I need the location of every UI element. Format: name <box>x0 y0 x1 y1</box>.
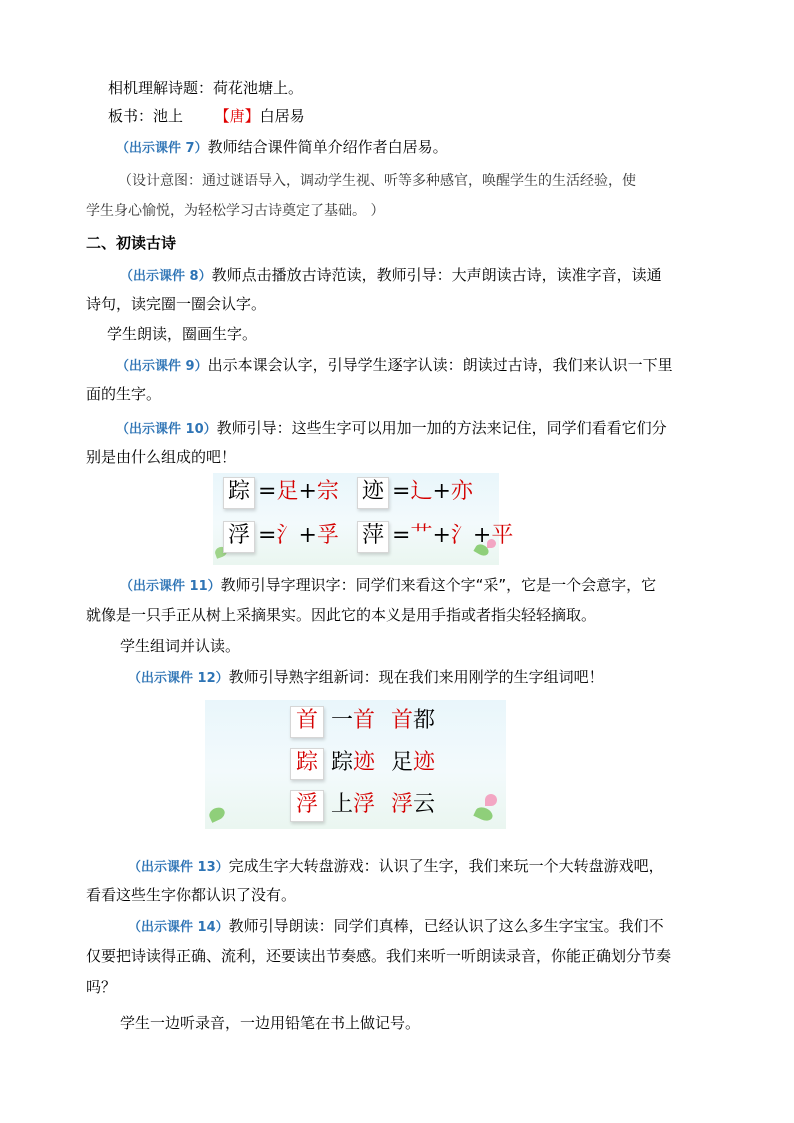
section-heading-first-reading: 二、初读古诗 <box>86 234 177 252</box>
char-box-zong: 踪 <box>290 748 324 780</box>
paragraph-text: 出示本课会认字，引导学生逐字认读：朗读过古诗，我们来认识一下里 <box>207 356 673 374</box>
courseware-tag: （出示课件 13） <box>128 860 229 875</box>
paragraph-courseware-14-line2: 仅要把诗读得正确、流利，还要读出节奏感。我们来听一听朗读录音，你能正确划分节奏 <box>86 947 672 965</box>
char-box-ji: 迹 <box>357 477 389 509</box>
paragraph-courseware-10-line2: 别是由什么组成的吧！ <box>86 448 237 466</box>
char-box-shou: 首 <box>290 706 324 738</box>
character-composition-image <box>213 473 514 565</box>
paragraph-courseware-9-line2: 面的生字。 <box>86 385 162 403</box>
leaf-decoration <box>207 805 227 823</box>
char-box-fu: 浮 <box>290 790 324 822</box>
paragraph-courseware-7 <box>116 137 448 159</box>
char-box-ping: 萍 <box>357 521 389 553</box>
paragraph-text: 教师引导熟字组新词：现在我们来用刚学的生字组词吧！ <box>228 668 604 686</box>
composition-fu: =氵+孚 <box>258 523 339 548</box>
paragraph-students-read: 学生朗读，圈画生字。 <box>107 325 258 343</box>
lotus-decoration <box>485 794 497 806</box>
paragraph-courseware-8-line2: 诗句，读完圈一圈会认字。 <box>86 295 267 313</box>
paragraph-courseware-11-line1 <box>120 575 656 597</box>
paragraph-students-listen: 学生一边听录音，一边用铅笔在书上做记号。 <box>120 1014 421 1032</box>
paragraph-text: 教师点击播放古诗范读，教师引导：大声朗读古诗，读准字音，读通 <box>211 266 662 284</box>
word-formation-image <box>205 700 506 829</box>
courseware-tag: （出示课件 10） <box>116 422 217 437</box>
words-fu: 上浮 浮云 <box>331 792 436 817</box>
paragraph-courseware-10-line1 <box>116 418 667 440</box>
paragraph-courseware-11-line2: 就像是一只手正从树上采摘果实。因此它的本义是用手指或者指尖轻轻摘取。 <box>86 606 597 624</box>
char-box-fu: 浮 <box>223 521 255 553</box>
paragraph-courseware-14-line3: 吗？ <box>86 978 117 996</box>
paragraph-text: 完成生字大转盘游戏：认识了生字，我们来玩一个大转盘游戏吧， <box>228 857 664 875</box>
courseware-tag: （出示课件 9） <box>116 359 208 374</box>
courseware-tag: （出示课件 12） <box>128 671 229 686</box>
words-zong: 踪迹 足迹 <box>331 750 436 775</box>
paragraph-poem-title: 相机理解诗题：荷花池塘上。 <box>108 79 304 97</box>
paragraph-text: 教师引导：这些生字可以用加一加的方法来记住，同学们看看它们分 <box>216 419 667 437</box>
paragraph-courseware-14-line1 <box>128 916 664 938</box>
paragraph-text: 教师引导朗读：同学们真棒，已经认识了这么多生字宝宝。我们不 <box>228 917 664 935</box>
composition-ji: =辶+亦 <box>392 479 473 504</box>
paragraph-text: 教师结合课件简单介绍作者白居易。 <box>207 138 448 156</box>
design-intent-line1: （设计意图：通过谜语导入，调动学生视、听等多种感官，唤醒学生的生活经验，使 <box>118 173 636 189</box>
courseware-tag: （出示课件 8） <box>120 269 212 284</box>
paragraph-courseware-12 <box>128 667 604 689</box>
leaf-decoration <box>473 805 494 823</box>
paragraph-courseware-13-line1 <box>128 856 664 878</box>
composition-ping: =艹+氵+平 <box>392 523 514 548</box>
char-box-zong: 踪 <box>223 477 255 509</box>
words-shou: 一首 首都 <box>331 708 436 733</box>
paragraph-board-writing <box>108 106 305 126</box>
paragraph-courseware-9-line1 <box>116 355 673 377</box>
author-name: 白居易 <box>259 107 305 125</box>
board-prefix: 板书：池上 <box>108 107 184 125</box>
courseware-tag: （出示课件 11） <box>120 579 221 594</box>
design-intent-line2: 学生身心愉悦，为轻松学习古诗奠定了基础。 ） <box>86 203 385 219</box>
paragraph-students-form-words: 学生组词并认读。 <box>120 637 241 655</box>
courseware-tag: （出示课件 14） <box>128 920 229 935</box>
paragraph-courseware-13-line2: 看看这些生字你都认识了没有。 <box>86 886 297 904</box>
paragraph-text: 教师引导字理识字：同学们来看这个字“采”，它是一个会意字，它 <box>220 576 657 594</box>
paragraph-courseware-8-line1 <box>120 265 662 287</box>
courseware-tag: （出示课件 7） <box>116 141 208 156</box>
dynasty-bracket: 【唐】 <box>214 107 260 125</box>
composition-zong: =足+宗 <box>258 479 339 504</box>
